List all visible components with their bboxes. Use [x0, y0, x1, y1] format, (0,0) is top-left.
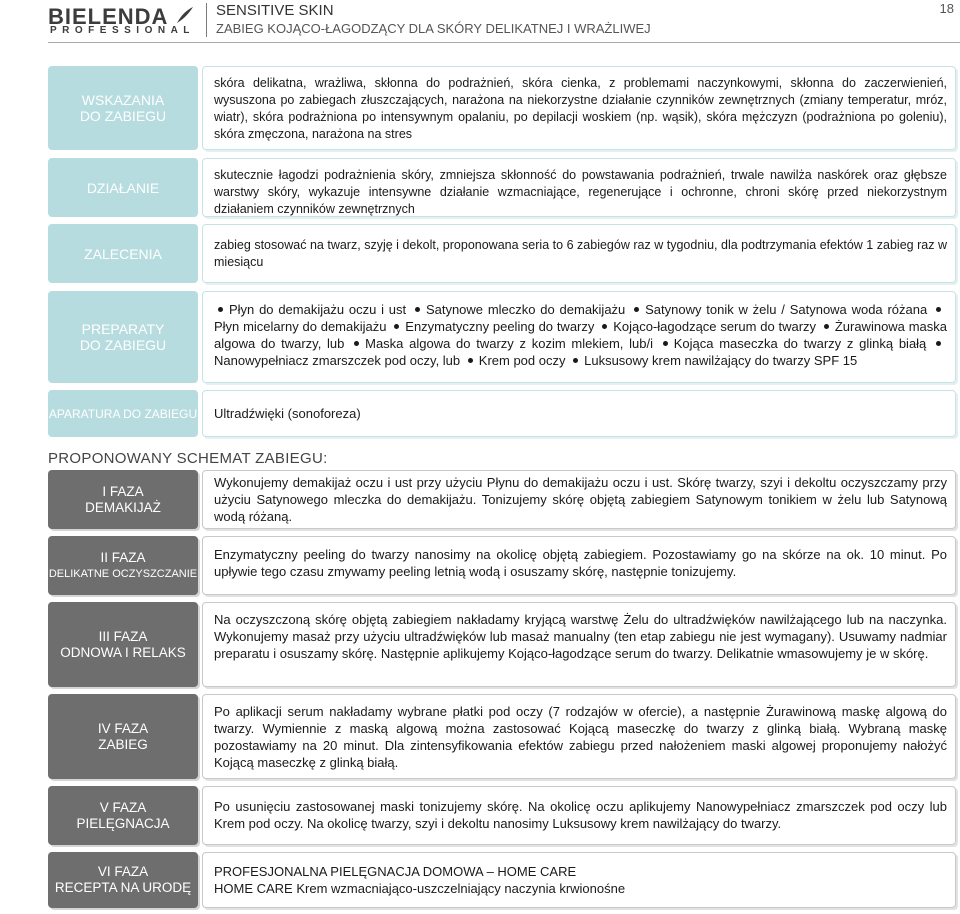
info-label-line1: ZALECENIA	[84, 245, 162, 262]
phase-row-2	[48, 536, 956, 595]
bullet-icon	[824, 324, 829, 329]
phase-subtitle: ODNOWA I RELAKS	[60, 644, 186, 660]
phase-text: Wykonujemy demakijaż oczu i ust przy użyciu Płynu do demakijażu oczu i ust. Skórę twarzy, szyi i dekoltu oczyszczamy przy użyciu Satynowego mleczka do demakijażu. Tonizujemy skórę objętą zabiegiem Satynowym tonikiem w żelu lub Satynową wodą różaną.	[202, 470, 956, 529]
bullet-icon	[634, 307, 639, 312]
bullet-icon	[936, 307, 941, 312]
phase-text: Na oczyszczoną skórę objętą zabiegiem nakładamy kryjącą warstwę Żelu do ultradźwięków nawilżającego lub na naczynka. Wykonujemy masaż przy użyciu ultradźwięków lub masaż manualny (ten etap zabiegu nie jest wymagany). Usuwamy nadmiar preparatu i osuszamy skórę. Następnie aplikujemy Kojąco-łagodzące serum do twarzy. Delikatnie wmasowujemy je w skórę.	[202, 602, 956, 687]
preparation-item: Nanowypełniacz zmarszczek pod oczy, lub	[214, 353, 461, 368]
phase-subtitle: RECEPTA NA URODĘ	[54, 880, 192, 895]
phase-name: II FAZA	[100, 549, 146, 565]
phase-row-6	[48, 852, 956, 908]
phase-name: I FAZA	[102, 483, 144, 499]
info-row-recommendations	[48, 224, 956, 283]
brand-subtitle: PROFESSIONAL	[50, 25, 195, 36]
phase-name: V FAZA	[99, 799, 147, 815]
bullet-icon	[936, 341, 941, 346]
phase-row-3	[48, 602, 956, 687]
phase-text	[202, 852, 956, 908]
phase-row-5	[48, 786, 956, 845]
preparation-item: Kojąca maseczka do twarzy z glinką białą	[673, 336, 927, 351]
info-row-apparatus	[48, 390, 956, 437]
brand-name: BIELENDA	[48, 4, 169, 29]
info-label-line1: APARATURA DO ZABIEGU	[48, 406, 198, 421]
info-label	[48, 390, 198, 437]
bullet-icon	[663, 341, 668, 346]
preparation-item: Luksusowy krem nawilżający do twarzy SPF 15	[584, 353, 858, 368]
preparation-item: Satynowe mleczko do demakijażu	[425, 302, 626, 317]
bullet-icon	[415, 307, 420, 312]
phase-text: Enzymatyczny peeling do twarzy nanosimy na okolicę objętą zabiegiem. Pozostawiamy go na skórze na ok. 10 minut. Po upływie tego czasu zmywamy peeling letnią wodą i osuszamy skórę, następnie tonizujemy.	[202, 536, 956, 595]
preparation-item: Maska algowa do twarzy z kozim mlekiem, lub/i	[365, 336, 653, 351]
brand-logo	[48, 4, 196, 37]
phase-label	[48, 602, 198, 687]
leaf-icon	[176, 6, 194, 24]
bullet-icon	[573, 358, 578, 363]
header-divider	[206, 3, 207, 37]
bullet-icon	[218, 307, 223, 312]
info-text: zabieg stosować na twarz, szyję i dekolt, proponowana seria to 6 zabiegów raz w tygodniu, dla podtrzymania efektów 1 zabieg raz w miesiącu	[202, 224, 956, 283]
info-label-line1: PREPARATY	[81, 321, 165, 337]
phase-subtitle: DELIKATNE OCZYSZCZANIE	[48, 567, 198, 580]
phase-text-line2: HOME CARE Krem wzmacniająco-uszczelniający naczynia krwionośne	[214, 881, 626, 896]
preparation-item: Płyn do demakijażu oczu i ust	[229, 302, 407, 317]
info-label	[48, 291, 198, 383]
phase-row-4	[48, 694, 956, 779]
info-label-line2: DO ZABIEGU	[79, 108, 167, 124]
info-label	[48, 224, 198, 283]
phase-subtitle: PIELĘGNACJA	[76, 815, 170, 831]
info-text: skutecznie łagodzi podrażnienia skóry, zmniejsza skłonność do powstawania podrażnień, trwale nawilża naskórek oraz głębsze warstwy skóry, wykazuje intensywne działanie wzmacniające, regenerujące i ochronne, chroni skórę przed niekorzystnym działaniem czynników zewnętrznych	[202, 158, 956, 217]
page-subtitle: ZABIEG KOJĄCO-ŁAGODZĄCY DLA SKÓRY DELIKATNEJ I WRAŻLIWEJ	[216, 21, 651, 36]
header-rule	[48, 42, 960, 43]
bullet-icon	[602, 324, 607, 329]
phase-text: Po usunięciu zastosowanej maski tonizujemy skórę. Na okolicę oczu aplikujemy Nanowypełniacz zmarszczek pod oczy lub Krem pod oczy. Na okolicę twarzy, szyi i dekoltu nanosimy Luksusowy krem nawilżający do twarzy.	[202, 786, 956, 845]
info-text: skóra delikatna, wrażliwa, skłonna do podrażnień, skóra cienka, z problemami naczynkowymi, skłonna do zaczerwienień, wysuszona po zabiegach złuszczających, narażona na niekorzystne działanie czynników zewnętrznych (zmiany temperatur, mróz, wiatr), skóra podrażniona po intensywnym opalaniu, po depilacji woskiem (np. wąsik), skóra mężczyzn (podrażniona po goleniu), skóra zmęczona, narażona na stres	[202, 66, 956, 150]
preparations-list	[202, 291, 956, 383]
phase-label	[48, 694, 198, 779]
phase-label	[48, 786, 198, 845]
phase-label	[48, 536, 198, 595]
info-text: Ultradźwięki (sonoforeza)	[202, 390, 956, 437]
info-row-preparations	[48, 291, 956, 383]
preparation-item: Płyn micelarny do demakijażu	[214, 319, 387, 334]
phase-subtitle: DEMAKIJAŻ	[85, 499, 161, 515]
phase-row-1	[48, 470, 956, 529]
info-label	[48, 158, 198, 217]
preparation-item: Krem pod oczy	[478, 353, 566, 368]
phase-text-line1: PROFESJONALNA PIELĘGNACJA DOMOWA – HOME CARE	[214, 864, 577, 879]
phase-name: VI FAZA	[97, 864, 149, 879]
info-label-line1: WSKAZANIA	[81, 92, 165, 108]
info-label	[48, 66, 198, 150]
preparation-item: Satynowy tonik w żelu / Satynowa woda różana	[645, 302, 928, 317]
phase-name: IV FAZA	[97, 720, 149, 736]
phase-subtitle: ZABIEG	[98, 736, 148, 752]
bullet-icon	[394, 324, 399, 329]
preparation-item: Kojąco-łagodzące serum do twarzy	[613, 319, 817, 334]
phase-text: Po aplikacji serum nakładamy wybrane płatki pod oczy (7 rodzajów w ofercie), a następnie Żurawinową maskę algową do twarzy. Wymiennie z maską algową można zastosować Kojącą maseczkę do twarzy z glinką białą. Wybraną maskę pozostawiamy na 20 minut. Dla zintensyfikowania efektów zabiegu przed nałożeniem maski algowej proponujemy nałożyć Kojącą maseczkę z glinką białą.	[202, 694, 956, 779]
page-number: 18	[939, 1, 954, 16]
preparation-item: Enzymatyczny peeling do twarzy	[405, 319, 595, 334]
page-title: SENSITIVE SKIN	[216, 2, 334, 19]
preparation-item: Żurawinowa maska algowa do twarzy, lub	[214, 319, 947, 351]
info-label-line1: DZIAŁANIE	[86, 179, 160, 196]
info-row-indications	[48, 66, 956, 150]
bullet-icon	[468, 358, 473, 363]
phase-name: III FAZA	[98, 628, 148, 644]
info-label-line2: DO ZABIEGU	[79, 337, 167, 353]
schema-title: PROPONOWANY SCHEMAT ZABIEGU:	[48, 450, 328, 467]
info-row-action	[48, 158, 956, 217]
phase-label	[48, 470, 198, 529]
phase-label	[48, 852, 198, 908]
bullet-icon	[354, 341, 359, 346]
